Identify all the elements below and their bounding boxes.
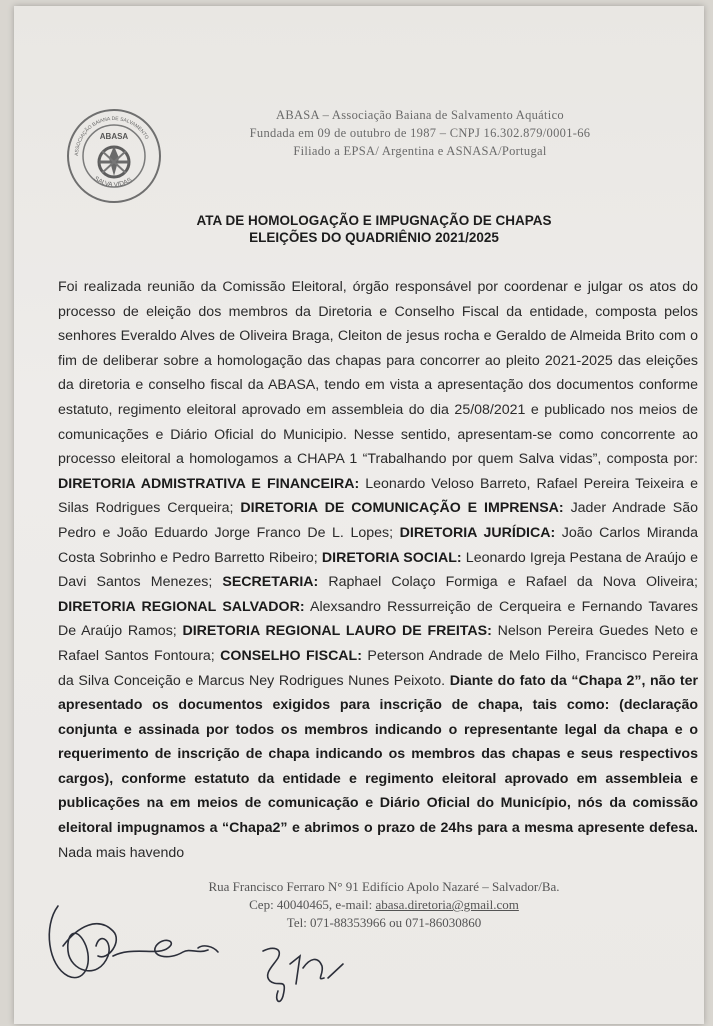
regional-salvador-heading: DIRETORIA REGIONAL SALVADOR: [58, 598, 305, 615]
board-communication-heading: DIRETORIA DE COMUNICAÇÃO E IMPRENSA: [240, 500, 564, 517]
minutes-body [58, 275, 698, 865]
svg-text:ABASA: ABASA [99, 132, 129, 141]
board-communication-members: Jader Andrade São Pedro e João Eduardo Jorge Franco De L. Lopes; [58, 500, 698, 541]
footer-email[interactable]: abasa.diretoria@gmail.com [375, 897, 519, 912]
document-title [134, 212, 614, 246]
association-name: ABASA – Associação Baiana de Salvamento Aquático [276, 108, 564, 122]
footer-cep: Cep: 40040465, e-mail: [249, 897, 376, 912]
document-page [14, 6, 704, 1024]
secretary-members: Raphael Colaço Formiga e Rafael da Nova Oliveira; [318, 574, 698, 591]
svg-text:ASSOCIAÇÃO BAIANA DE SALVAMENT: ASSOCIAÇÃO BAIANA DE SALVAMENTO [73, 115, 150, 157]
board-admin-members: Leonardo Veloso Barreto, Rafael Pereira Teixeira e Silas Rodrigues Cerqueira; [58, 475, 698, 517]
board-social-members: Leonardo Igreja Pestana de Araújo e Davi Santos Menezes; [58, 549, 698, 591]
title-line-1: ATA DE HOMOLOGAÇÃO E IMPUGNAÇÃO DE CHAPAS [196, 213, 552, 228]
letterhead [220, 106, 620, 160]
secretary-heading: SECRETARIA: [222, 574, 319, 591]
footer-phone: Tel: 071-88353966 ou 071-86030860 [286, 915, 482, 930]
regional-lauro-heading: DIRETORIA REGIONAL LAURO DE FREITAS: [182, 623, 492, 640]
board-legal-members: João Carlos Miranda Costa Sobrinho e Pedro Barretto Ribeiro; [58, 524, 698, 566]
abasa-seal-logo [64, 106, 164, 206]
title-line-2: ELEIÇÕES DO QUADRIÊNIO 2021/2025 [249, 230, 499, 245]
regional-salvador-members: Alexsandro Ressurreição de Cerqueira e Fernando Tavares De Araújo Ramos; [58, 598, 698, 640]
affiliation-info: Filiado a EPSA/ Argentina e ASNASA/Portugal [293, 144, 547, 158]
board-legal-heading: DIRETORIA JURÍDICA: [399, 524, 556, 541]
chapa2-impugnation-text: Diante do fato da “Chapa 2”, não ter apresentado os documentos exigidos para inscrição de chapa, tais como: (declaração conjunta e assinada por todos os membros indicando o representante legal da chapa e o requerimento de inscrição de chapa indicando os membros das chapas e seus respectivos cargos), conforme estatuto da entidade e regimento eleitoral aprovado em assembleia e publicações na em meios de comunicação e Diário Oficial do Município, nós da comissão eleitoral impugnamos a “Chapa2” e abrimos o prazo de 24hs para a mesma apresente defesa. [58, 672, 698, 837]
handwritten-signatures [38, 886, 358, 1026]
body-intro: Foi realizada reunião da Comissão Eleitoral, órgão responsável por coordenar e julgar os atos do processo de eleição dos membros da Diretoria e Conselho Fiscal da entidade, composta pelos senhores Everaldo Alves de Oliveira Braga, Cleiton de jesus rocha e Geraldo de Almeida Brito com o fim de deliberar sobre a homologação das chapas para concorrer ao pleito 2021-2025 das eleições da diretoria e conselho fiscal da ABASA, tendo em vista a apresentação dos documentos conforme estatuto, regimento eleitoral aprovado em assembleia do dia 25/08/2021 e publicado nos meios de comunicações e Diário Oficial do Municipio. Nesse sentido, apresentam-se como concorrente ao processo eleitoral a homologamos a CHAPA 1 “Trabalhando por quem Salva vidas”, composta por: [58, 279, 698, 468]
fiscal-council-heading: CONSELHO FISCAL: [220, 647, 362, 664]
svg-text:SALVA VIDAS: SALVA VIDAS [92, 175, 134, 189]
board-admin-heading: DIRETORIA ADMISTRATIVA E FINANCEIRA: [58, 475, 360, 492]
closing-text: Nada mais havendo [58, 844, 185, 861]
founding-info: Fundada em 09 de outubro de 1987 – CNPJ 16.302.879/0001-66 [249, 126, 591, 140]
regional-lauro-members: Nelson Pereira Guedes Neto e Rafael Santos Fontoura; [58, 623, 698, 664]
fiscal-council-members: Peterson Andrade de Melo Filho, Francisco Pereira da Silva Conceição e Marcus Ney Rodrigues Nunes Peixoto. [58, 647, 698, 689]
board-social-heading: DIRETORIA SOCIAL: [321, 549, 462, 566]
footer-address: Rua Francisco Ferraro N° 91 Edifício Apolo Nazaré – Salvador/Ba. [208, 879, 560, 894]
